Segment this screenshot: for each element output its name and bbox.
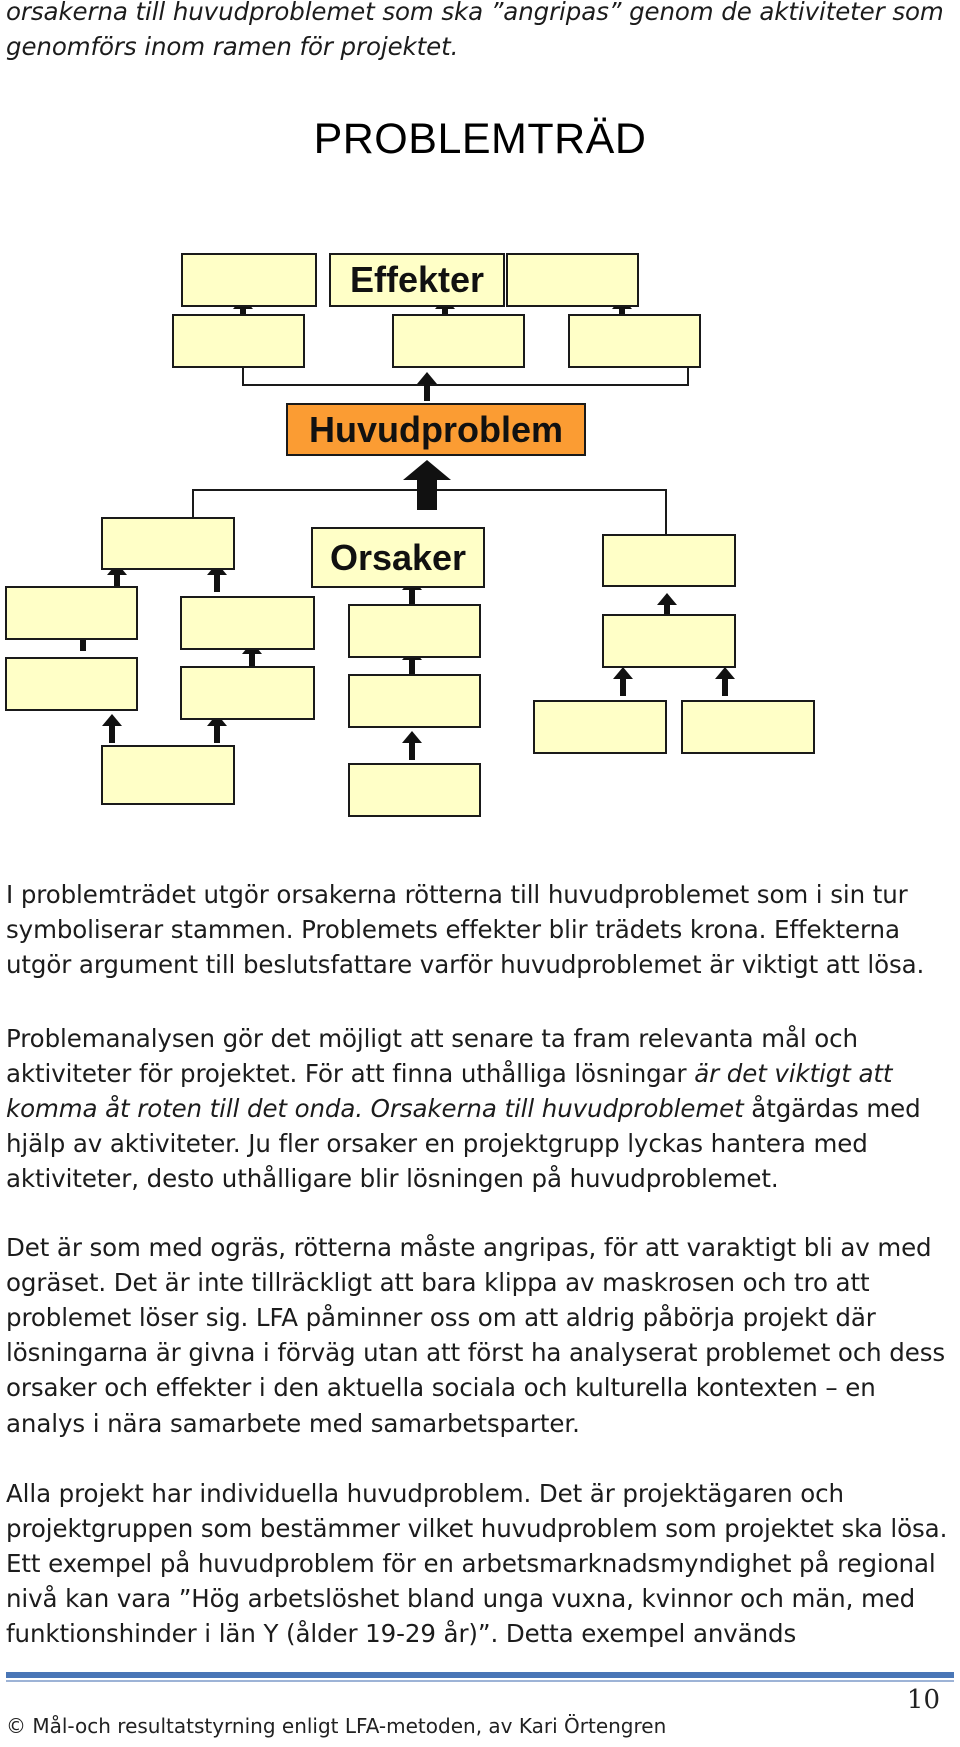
effect-box: [506, 253, 639, 307]
cause-box: [602, 614, 736, 668]
cause-box: [348, 674, 481, 728]
intro-line-1: orsakerna till huvudproblemet som ska ”angripas” genom de aktiviteter som: [6, 0, 944, 26]
arrow-icon: [402, 731, 422, 760]
effect-box: [181, 253, 317, 307]
footer-rule-thin: [6, 1680, 954, 1682]
paragraph-2-part-c: åtgärdas med hjälp av aktiviteter. Ju fler orsaker en projektgrupp lyckas hantera med aktiviteter, desto uthålligare blir lösningen på huvudproblemet.: [6, 1093, 921, 1194]
cause-box: [348, 604, 481, 658]
causes-label: Orsaker: [329, 536, 467, 578]
paragraph-2-emphasis: är det viktigt att komma åt roten till det onda. Orsakerna till huvudproblemet: [6, 1058, 893, 1123]
footer-text: © Mål-och resultatstyrning enligt LFA-metoden, av Kari Örtengren: [6, 1714, 667, 1738]
arrow-icon: [715, 667, 735, 696]
cause-box: [180, 596, 315, 650]
effects-label: Effekter: [349, 259, 485, 300]
effect-box: [172, 314, 305, 368]
paragraph-2-part-a: Problemanalysen gör det möjligt att senare ta fram relevanta mål och aktiviteter för projektet. För att finna uthålliga lösningar: [6, 1023, 858, 1088]
paragraph-2: [6, 1021, 954, 1197]
cause-box: [180, 666, 315, 720]
effect-box: [392, 314, 525, 368]
causes-label-box: [311, 527, 485, 588]
cause-box: [681, 700, 815, 754]
arrow-icon: [613, 667, 633, 696]
footer-rule: [6, 1672, 954, 1678]
main-problem-box: [286, 403, 586, 456]
cause-box: [602, 534, 736, 587]
diagram-title: PROBLEMTRÄD: [313, 115, 647, 163]
cause-box: [101, 517, 235, 570]
cause-box: [533, 700, 667, 754]
main-problem-label: Huvudproblem: [308, 408, 563, 450]
intro-line-2: genomförs inom ramen för projektet.: [6, 32, 459, 62]
big-arrow-icon: [403, 460, 451, 510]
arrow-icon: [417, 372, 437, 401]
effect-box: [568, 314, 701, 368]
cause-box: [101, 745, 235, 805]
page-number: 10: [906, 1685, 940, 1715]
paragraph-4: Alla projekt har individuella huvudproblem. Det är projektägaren och projektgruppen som bestämmer vilket huvudproblem som projektet ska lösa. Ett exempel på huvudproblem för en arbetsmarknadsmyndighet på regional nivå kan vara ”Hög arbetslöshet bland unga vuxna, kvinnor och män, med funktionshinder i län Y (ålder 19-29 år)”. Detta exempel används: [6, 1478, 948, 1649]
effects-label-box: [329, 253, 505, 307]
cause-box: [348, 763, 481, 817]
cause-box: [5, 586, 138, 640]
cause-box: [5, 657, 138, 711]
arrow-icon: [102, 714, 122, 743]
paragraph-3: Det är som med ogräs, rötterna måste angripas, för att varaktigt bli av med ogräset. Det är inte tillräckligt att bara klippa av maskrosen och tro att problemet löser sig. LFA påminner oss om att aldrig påbörja projekt där lösningarna är givna i förväg utan att först ha analyserat problemet och dess orsaker och effekter i den aktuella sociala och kulturella kontexten – en analys i nära samarbete med samarbetsparter.: [6, 1232, 946, 1438]
paragraph-1: I problemträdet utgör orsakerna rötterna till huvudproblemet som i sin tur symboliserar stammen. Problemets effekter blir trädets krona. Effekterna utgör argument till beslutsfattare varför huvudproblemet är viktigt att lösa.: [6, 879, 925, 979]
